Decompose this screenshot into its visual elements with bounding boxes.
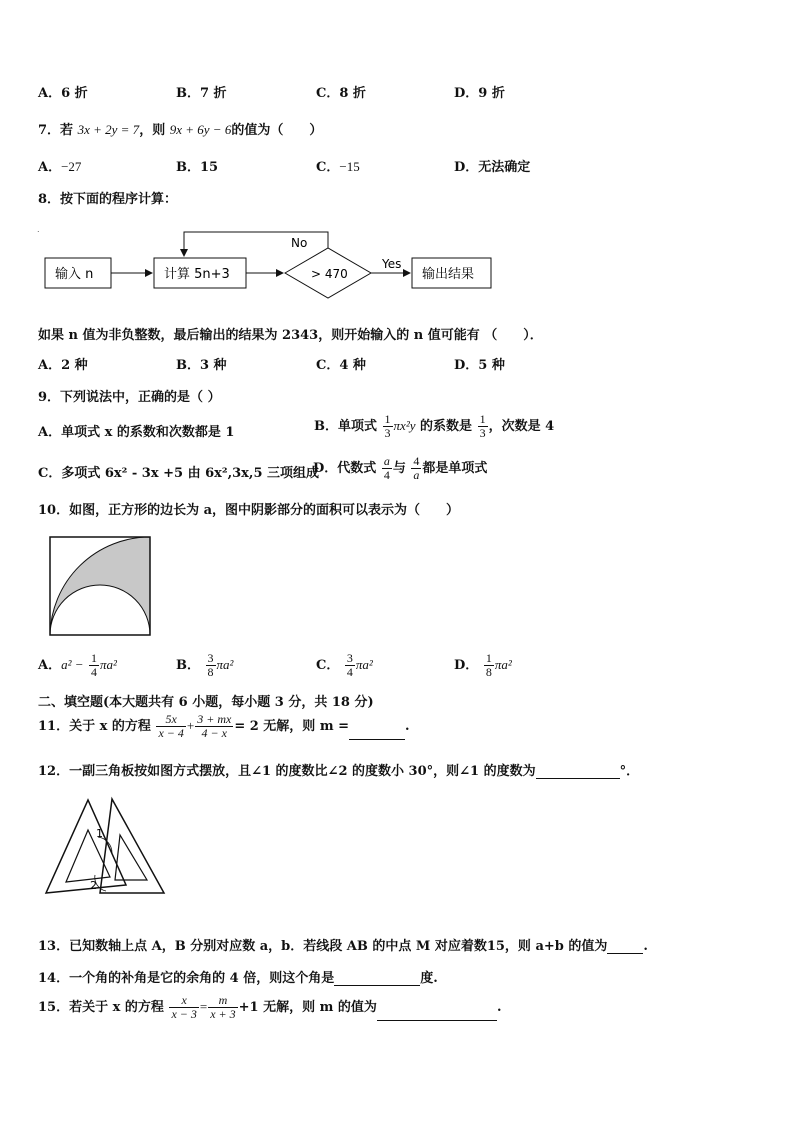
question-10-title: 10．如图，正方形的边长为 a，图中阴影部分的面积可以表示为（ ）	[38, 503, 460, 518]
question-14: 14．一个角的补角是它的余角的 4 倍，则这个角是 度.	[38, 971, 438, 986]
q9-option-c: C．多项式 6x² - 3x +5 由 6x²,3x,5 三项组成	[38, 466, 320, 481]
question-8-text: 如果 n 值为非负整数，最后输出的结果为 2343，则开始输入的 n 值可能有 （ ）．	[38, 328, 543, 343]
flow-decision-label: > 470	[311, 267, 348, 281]
q9-option-d: D．代数式 $\frac{a}{4}$ 与 $\frac{4}{a}$ 都是单项式	[313, 454, 488, 482]
question-13: 13．已知数轴上点 A，B 分别对应数 a，b．若线段 AB 的中点 M 对应着数15，则 a+b 的值为 .	[38, 939, 648, 954]
q8-option-b: B．3 种	[176, 358, 227, 373]
q12-triangles-figure	[40, 795, 170, 900]
angle-2-label: 2	[90, 879, 97, 892]
q10-option-b: B． $\frac{3}{8}$ πa²	[176, 651, 234, 679]
q6-option-d: D．9 折	[454, 86, 505, 101]
flow-output-label: 输出结果	[422, 267, 475, 282]
q7-option-d: D．无法确定	[454, 160, 531, 175]
question-15: 15．若关于 x 的方程 $\frac{x}{x - 3}$ = $\frac{m}{x + 3}$ +1 无解，则 m 的值为 .	[38, 993, 502, 1021]
flow-compute-label: 计算 5n+3	[164, 267, 230, 282]
question-11: 11．关于 x 的方程 $\frac{5x}{x - 4}$ + $\frac{3 + mx}{4 - x}$ = 2 无解，则 m = .	[38, 712, 410, 740]
q6-option-a: A．6 折	[38, 86, 88, 101]
q7-option-a: A．−27	[38, 159, 82, 175]
q6-option-c: C．8 折	[316, 86, 366, 101]
angle-1-label: 1	[96, 827, 103, 840]
svg-text:.: .	[37, 225, 40, 234]
q9-option-b: B．单项式 $\frac{1}{3}$ πx²y 的系数是 $\frac{1}{3}$ ，次数是 4	[314, 412, 555, 440]
section-2-heading: 二、填空题(本大题共有 6 小题，每小题 3 分，共 18 分)	[38, 695, 374, 710]
flow-no-label: No	[291, 236, 308, 250]
flow-yes-label: Yes	[382, 257, 402, 271]
q8-option-d: D．5 种	[454, 358, 505, 373]
q10-option-d: D． $\frac{1}{8}$ πa²	[454, 651, 512, 679]
triangle-left	[46, 800, 126, 893]
q9-option-a: A．单项式 x 的系数和次数都是 1	[38, 425, 235, 440]
q8-option-c: C．4 种	[316, 358, 366, 373]
q6-option-b: B．7 折	[176, 86, 227, 101]
question-9-title: 9．下列说法中，正确的是（ ）	[38, 390, 221, 405]
q10-option-a: A．a² − $\frac{1}{4}$ πa²	[38, 651, 117, 679]
shaded-region	[50, 537, 150, 635]
q8-option-a: A．2 种	[38, 358, 88, 373]
triangle-right	[100, 799, 164, 893]
question-12: 12．一副三角板按如图方式摆放，且∠1 的度数比∠2 的度数小 30°，则∠1 的度数为 °．	[38, 764, 640, 779]
q10-option-c: C． $\frac{3}{4}$ πa²	[316, 651, 373, 679]
question-8-title: 8．按下面的程序计算：	[38, 192, 178, 207]
question-7: 7．若 3x + 2y = 7，则 9x + 6y − 6的值为（ ）	[38, 122, 323, 138]
q8-flowchart	[0, 220, 520, 300]
flow-input-label: 输入 n	[55, 267, 94, 282]
q10-square-figure	[48, 535, 154, 639]
q7-option-b: B．15	[176, 160, 219, 175]
q7-option-c: C．−15	[316, 159, 360, 175]
